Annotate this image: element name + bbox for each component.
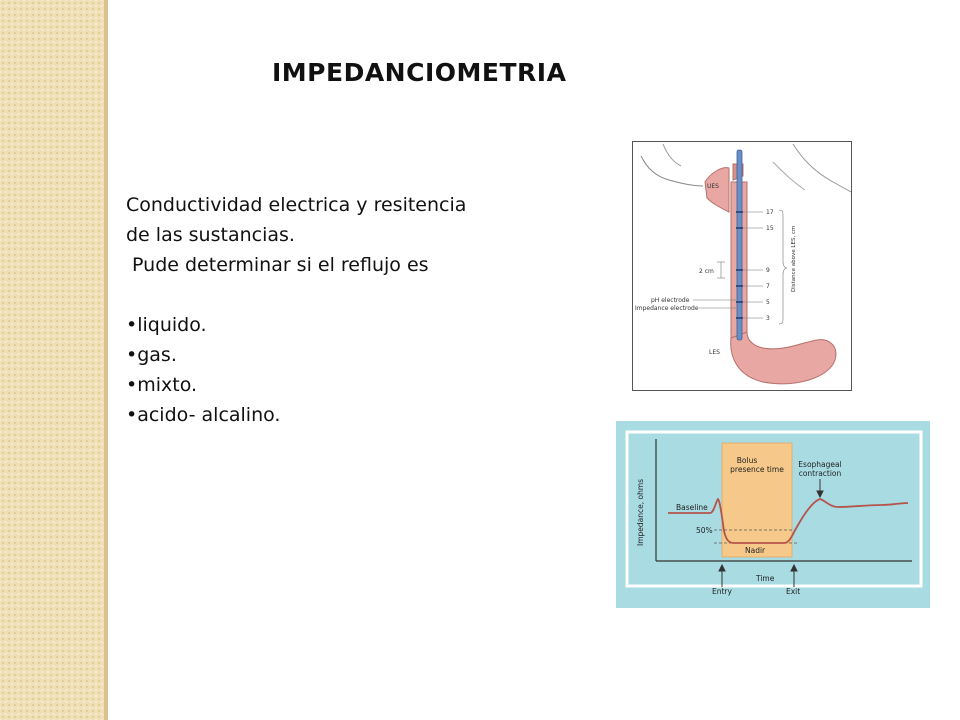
label-ph-electrode: pH electrode: [651, 297, 690, 304]
mark-9: 9: [766, 267, 770, 274]
label-nadir: Nadir: [745, 546, 766, 555]
label-ues: UES: [707, 183, 719, 190]
bullet-item: • acido- alcalino.: [126, 400, 546, 430]
label-les: LES: [709, 349, 720, 356]
label-impedance-electrode: Impedance electrode: [635, 305, 699, 312]
mark-5: 5: [766, 299, 770, 306]
label-baseline: Baseline: [676, 503, 708, 512]
bullet-item: • mixto.: [126, 370, 546, 400]
body-line-3: Pude determinar si el reflujo es: [126, 254, 429, 276]
label-bolus-line2: presence time: [730, 465, 784, 474]
axis-distance-label: Distance above LES, cm: [791, 225, 797, 292]
bullet-item: • liquido.: [126, 310, 546, 340]
side-band-border: [104, 0, 108, 720]
label-esophageal-line2: contraction: [798, 469, 842, 478]
label-50-percent: 50%: [696, 526, 713, 535]
body-line-2: de las sustancias.: [126, 224, 295, 246]
impedance-trace-figure: [616, 421, 930, 608]
x-axis-label: Time: [756, 574, 775, 583]
slide-title: IMPEDANCIOMETRIA: [272, 58, 567, 87]
mark-17: 17: [766, 209, 774, 216]
decorative-side-band: [0, 0, 104, 720]
impedance-trace-svg: [616, 421, 930, 608]
body-line-1: Conductividad electrica y resitencia: [126, 194, 467, 216]
mark-3: 3: [766, 315, 770, 322]
label-entry: Entry: [712, 587, 732, 596]
label-esophageal-line1: Esophageal: [798, 460, 842, 469]
esophagus-anatomy-figure: [632, 141, 852, 391]
esophagus-anatomy-svg: [633, 142, 851, 390]
label-2cm: 2 cm: [699, 268, 714, 275]
slide-body: [126, 190, 546, 430]
mark-7: 7: [766, 283, 770, 290]
label-bolus-line1: Bolus: [736, 456, 758, 465]
y-axis-label: Impedance, ohms: [636, 478, 645, 546]
label-exit: Exit: [786, 587, 801, 596]
bullet-item: • gas.: [126, 340, 546, 370]
mark-15: 15: [766, 225, 774, 232]
